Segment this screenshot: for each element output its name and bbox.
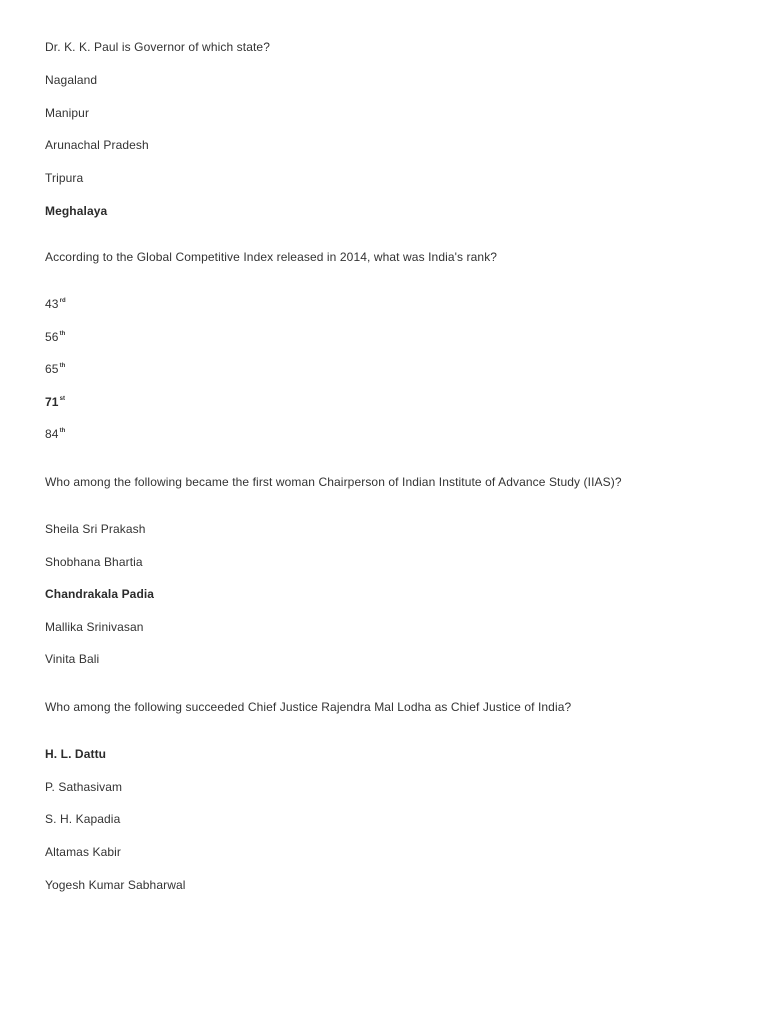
q2-option-3 xyxy=(45,361,65,380)
q3-option-5: Vinita Bali xyxy=(45,652,100,666)
question-3-text: Who among the following became the first woman Chairperson of Indian Institute of Advance Study (IIAS)? xyxy=(45,475,622,489)
q4-option-1-answer: H. L. Dattu xyxy=(45,747,107,761)
q1-option-5-answer: Meghalaya xyxy=(45,204,108,218)
q3-option-1: Sheila Sri Prakash xyxy=(45,522,146,536)
q1-option-3: Arunachal Pradesh xyxy=(45,138,149,152)
q2-option-4-number: 71 xyxy=(45,395,59,409)
q2-option-2-number: 56 xyxy=(45,330,59,344)
q1-option-4: Tripura xyxy=(45,171,84,185)
q1-option-1: Nagaland xyxy=(45,73,98,87)
q2-option-3-number: 65 xyxy=(45,362,59,376)
q3-option-4: Mallika Srinivasan xyxy=(45,620,144,634)
q2-option-2 xyxy=(45,329,65,348)
q2-option-4-answer xyxy=(45,394,65,413)
q2-option-4-suffix: st xyxy=(59,396,66,402)
q4-option-4: Altamas Kabir xyxy=(45,845,121,859)
q2-option-5-number: 84 xyxy=(45,427,59,441)
q4-option-2: P. Sathasivam xyxy=(45,780,123,794)
q2-option-2-suffix: th xyxy=(59,331,66,337)
q4-option-5: Yogesh Kumar Sabharwal xyxy=(45,878,186,892)
q2-option-5-suffix: th xyxy=(59,428,66,434)
question-2-text: According to the Global Competitive Index released in 2014, what was India's rank? xyxy=(45,250,498,264)
q2-option-5 xyxy=(45,426,65,445)
q2-option-1-suffix: rd xyxy=(59,298,66,304)
q3-option-2: Shobhana Bhartia xyxy=(45,555,143,569)
q4-option-3: S. H. Kapadia xyxy=(45,812,121,826)
q2-option-3-suffix: th xyxy=(59,363,66,369)
q2-option-1 xyxy=(45,296,66,315)
q2-option-1-number: 43 xyxy=(45,297,59,311)
q3-option-3-answer: Chandrakala Padia xyxy=(45,587,155,601)
question-4-text: Who among the following succeeded Chief Justice Rajendra Mal Lodha as Chief Justice of India? xyxy=(45,700,572,714)
question-1-text: Dr. K. K. Paul is Governor of which state? xyxy=(45,40,270,54)
q1-option-2: Manipur xyxy=(45,106,90,120)
